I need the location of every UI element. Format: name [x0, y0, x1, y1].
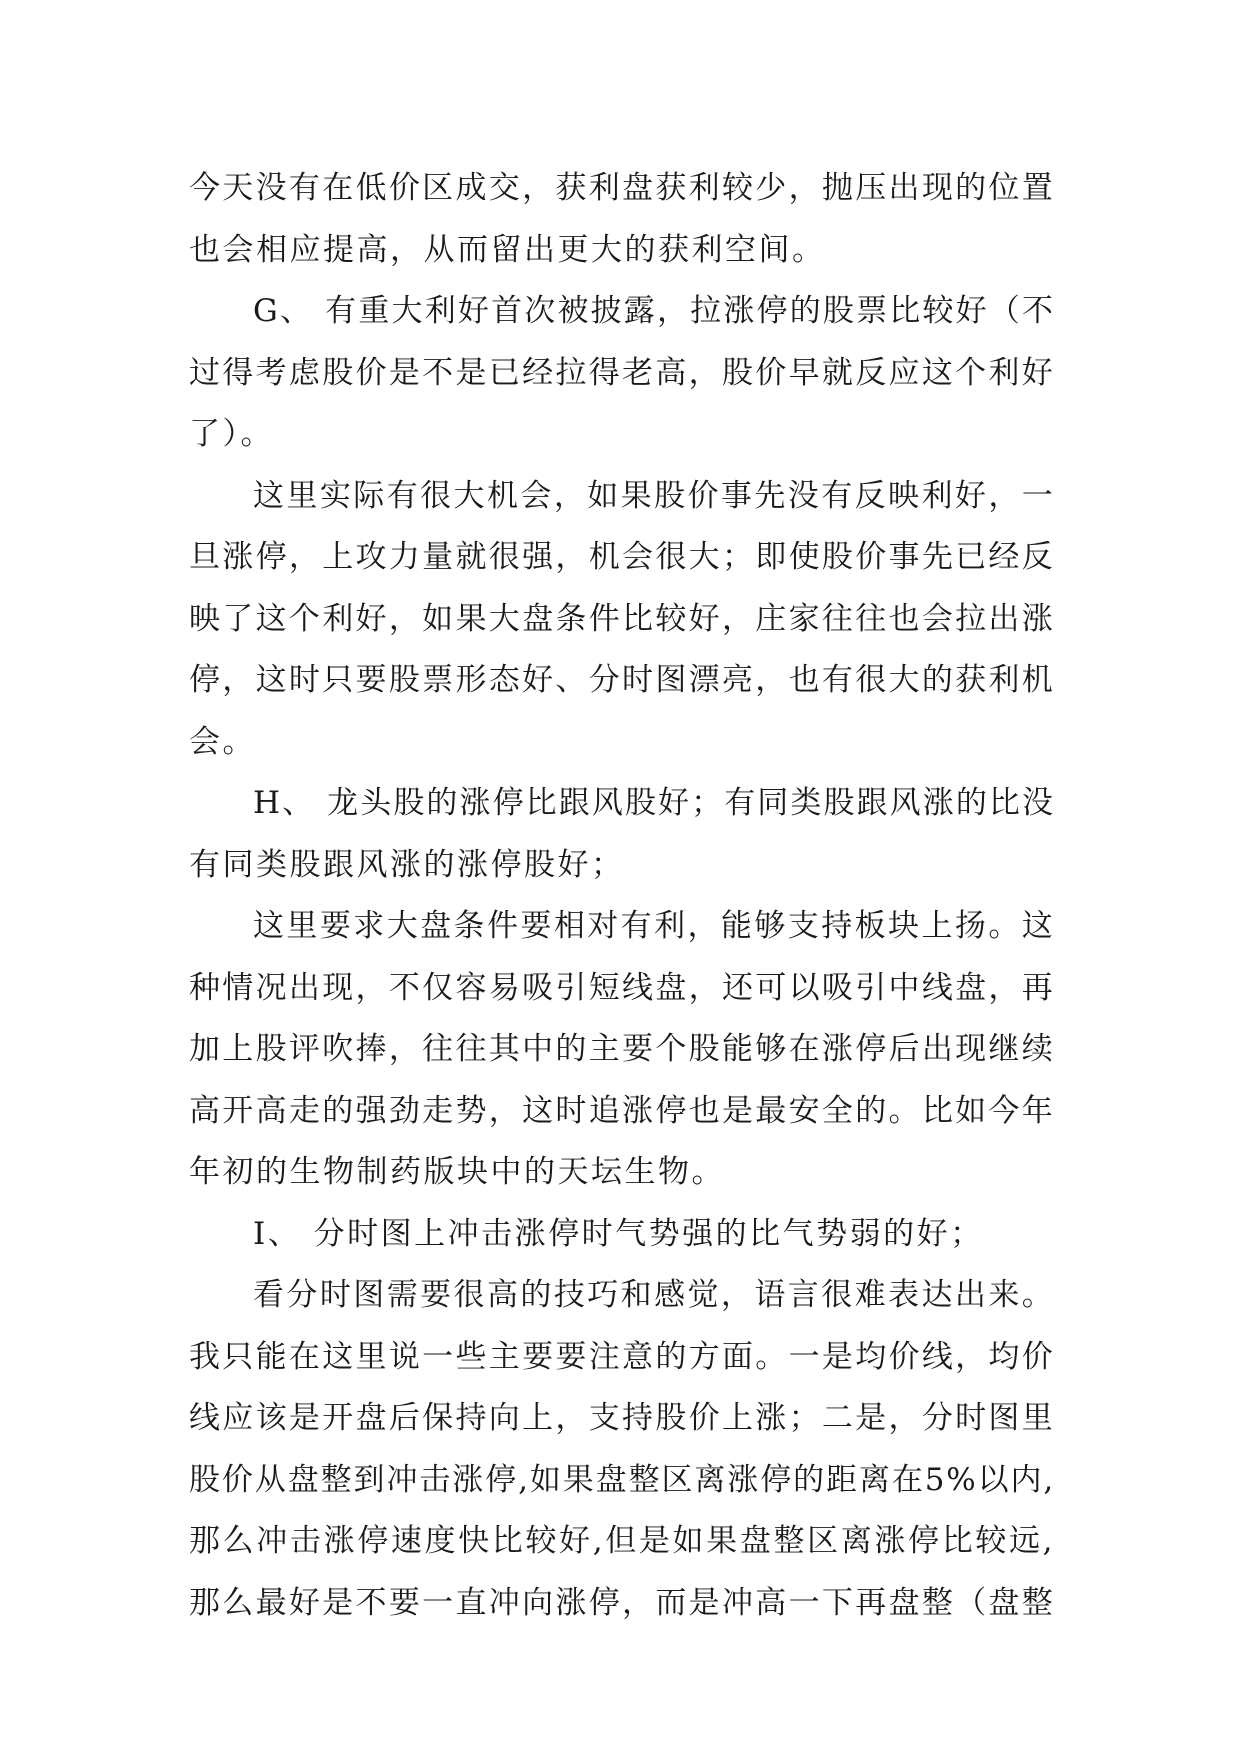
- paragraph-3: [189, 466, 1055, 774]
- text-line: 停，这时只要股票形态好、分时图漂亮，也有很大的获利机: [189, 662, 1055, 698]
- paragraph-4: [189, 773, 1055, 896]
- text-line: 股价从盘整到冲击涨停,如果盘整区离涨停的距离在5%以内,: [189, 1461, 1055, 1498]
- text-line: 看分时图需要很高的技巧和感觉，语言很难表达出来。: [253, 1277, 1055, 1313]
- text-line: 我只能在这里说一些主要要注意的方面。一是均价线，均价: [189, 1338, 1055, 1375]
- text-line: 年初的生物制药版块中的天坛生物。: [189, 1154, 725, 1190]
- text-line: 也会相应提高，从而留出更大的获利空间。: [189, 231, 826, 268]
- text-line: 映了这个利好，如果大盘条件比较好，庄家往往也会拉出涨: [189, 600, 1055, 637]
- text-line: 今天没有在低价区成交，获利盘获利较少，抛压出现的位置: [189, 170, 1055, 206]
- text-line: 那么最好是不要一直冲向涨停，而是冲高一下再盘整（盘整: [189, 1584, 1055, 1621]
- text-line: 线应该是开盘后保持向上，支持股价上涨；二是，分时图里: [189, 1400, 1055, 1436]
- text-line: 旦涨停，上攻力量就很强，机会很大；即使股价事先已经反: [189, 539, 1055, 575]
- text-line: 会。: [189, 723, 256, 760]
- paragraph-7: [189, 1265, 1055, 1634]
- paragraph-2: [189, 281, 1055, 466]
- text-line: 种情况出现，不仅容易吸引短线盘，还可以吸引中线盘，再: [189, 969, 1055, 1006]
- document-body: [189, 158, 1055, 1634]
- paragraph-5: [189, 896, 1055, 1204]
- text-line: 高开高走的强劲走势，这时追涨停也是最安全的。比如今年: [189, 1092, 1055, 1129]
- text-line: 有同类股跟风涨的涨停股好；: [189, 846, 625, 883]
- text-line: 这里实际有很大机会，如果股价事先没有反映利好，一: [253, 477, 1055, 514]
- text-line: H、 龙头股的涨停比跟风股好；有同类股跟风涨的比没: [253, 785, 1055, 821]
- text-line: 那么冲击涨停速度快比较好,但是如果盘整区离涨停比较远,: [189, 1523, 1055, 1559]
- text-line: 过得考虑股价是不是已经拉得老高，股价早就反应这个利好: [189, 354, 1055, 391]
- text-line: 了）。: [189, 416, 274, 452]
- paragraph-1: [189, 158, 1055, 281]
- text-line: 加上股评吹捧，往往其中的主要个股能够在涨停后出现继续: [189, 1031, 1055, 1067]
- text-line: G、 有重大利好首次被披露，拉涨停的股票比较好（不: [253, 293, 1055, 329]
- text-line: 这里要求大盘条件要相对有利，能够支持板块上扬。这: [253, 908, 1055, 944]
- paragraph-6: [189, 1204, 1055, 1266]
- text-line: I、 分时图上冲击涨停时气势强的比气势弱的好；: [253, 1215, 984, 1252]
